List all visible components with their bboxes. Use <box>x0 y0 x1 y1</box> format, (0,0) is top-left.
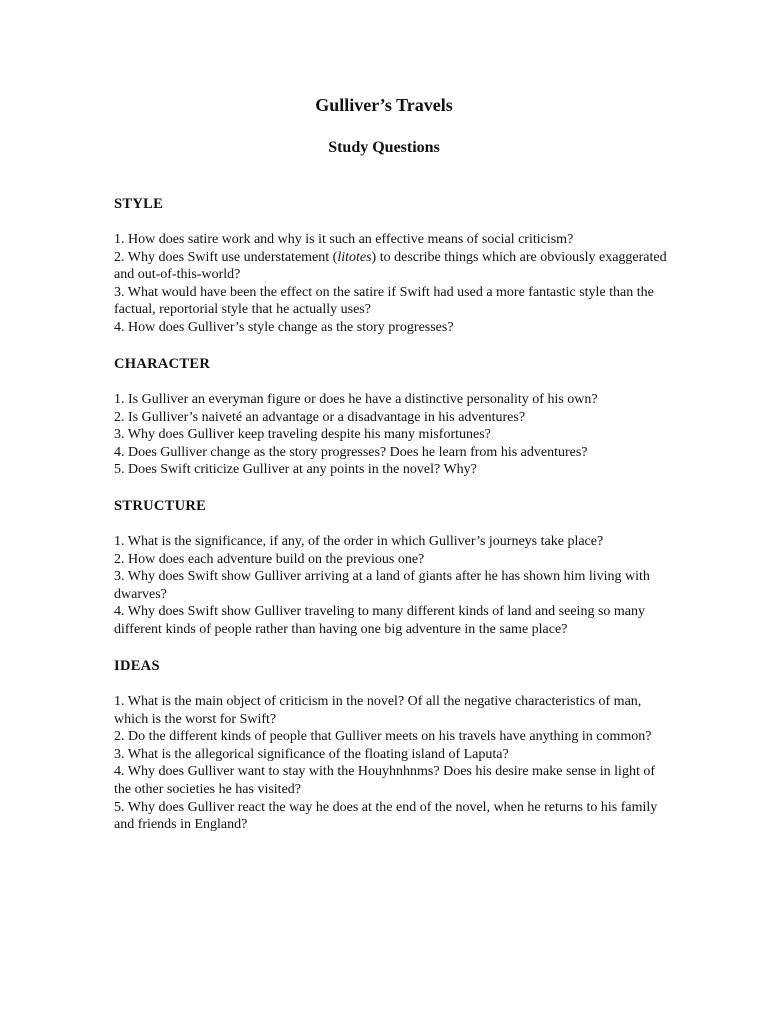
question-ideas-1: 1. What is the main object of criticism in the novel? Of all the negative characteristics of man, which is the worst for Swift? <box>114 694 642 727</box>
question-ideas-2: 2. Do the different kinds of people that Gulliver meets on his travels have anything in common? <box>114 729 652 745</box>
question-ideas-3: 3. What is the allegorical significance of the floating island of Laputa? <box>114 746 509 762</box>
question-style-2-end: ) to describe things which are obviously exaggerated and out-of-this-world? <box>114 249 667 283</box>
question-character-1: 1. Is Gulliver an everyman figure or does he have a distinctive personality of his own? <box>114 392 598 407</box>
question-character-5: 5. Does Swift criticize Gulliver at any points in the novel? Why? <box>114 462 477 478</box>
question-ideas-4: 4. Why does Gulliver want to stay with the Houyhnhnms? Does his desire make sense in light of the other societies he has visited? <box>114 764 655 797</box>
document-title: Gulliver’s Travels <box>315 95 453 115</box>
question-character-4: 4. Does Gulliver change as the story progresses? Does he learn from his adventures? <box>114 444 588 460</box>
question-structure-2: 2. How does each adventure build on the previous one? <box>114 551 425 567</box>
section-heading-ideas: IDEAS <box>114 658 160 674</box>
section-heading-character: CHARACTER <box>114 356 211 372</box>
question-ideas-5: 5. Why does Gulliver react the way he does at the end of the novel, when he returns to his family and friends in England? <box>114 799 658 833</box>
question-character-2: 2. Is Gulliver’s naiveté an advantage or a disadvantage in his adventures? <box>114 409 526 425</box>
question-structure-3: 3. Why does Swift show Gulliver arriving at a land of giants after he has shown him living with dwarves? <box>114 569 650 602</box>
section-style <box>114 195 674 337</box>
section-ideas <box>114 657 674 834</box>
question-style-1: 1. How does satire work and why is it such an effective means of social criticism? <box>114 232 574 247</box>
section-character <box>114 355 674 479</box>
section-structure <box>114 497 674 639</box>
question-character-3: 3. Why does Gulliver keep traveling despite his many misfortunes? <box>114 427 491 443</box>
question-style-2-start: 2. Why does Swift use understatement ( <box>114 249 338 265</box>
question-style-2-italic-term: litotes <box>337 249 372 265</box>
question-style-2 <box>114 249 674 284</box>
section-heading-structure: STRUCTURE <box>114 498 207 514</box>
document-subtitle: Study Questions <box>328 139 440 156</box>
question-structure-1: 1. What is the significance, if any, of the order in which Gulliver’s journeys take place? <box>114 534 604 549</box>
question-style-3: 3. What would have been the effect on the satire if Swift had used a more fantastic style than the factual, reportorial style that he actually uses? <box>114 284 654 318</box>
section-heading-style: STYLE <box>114 196 164 212</box>
question-style-4: 4. How does Gulliver’s style change as the story progresses? <box>114 319 454 335</box>
question-structure-4: 4. Why does Swift show Gulliver traveling to many different kinds of land and seeing so many different kinds of people rather than having one big adventure in the same place? <box>114 604 646 637</box>
